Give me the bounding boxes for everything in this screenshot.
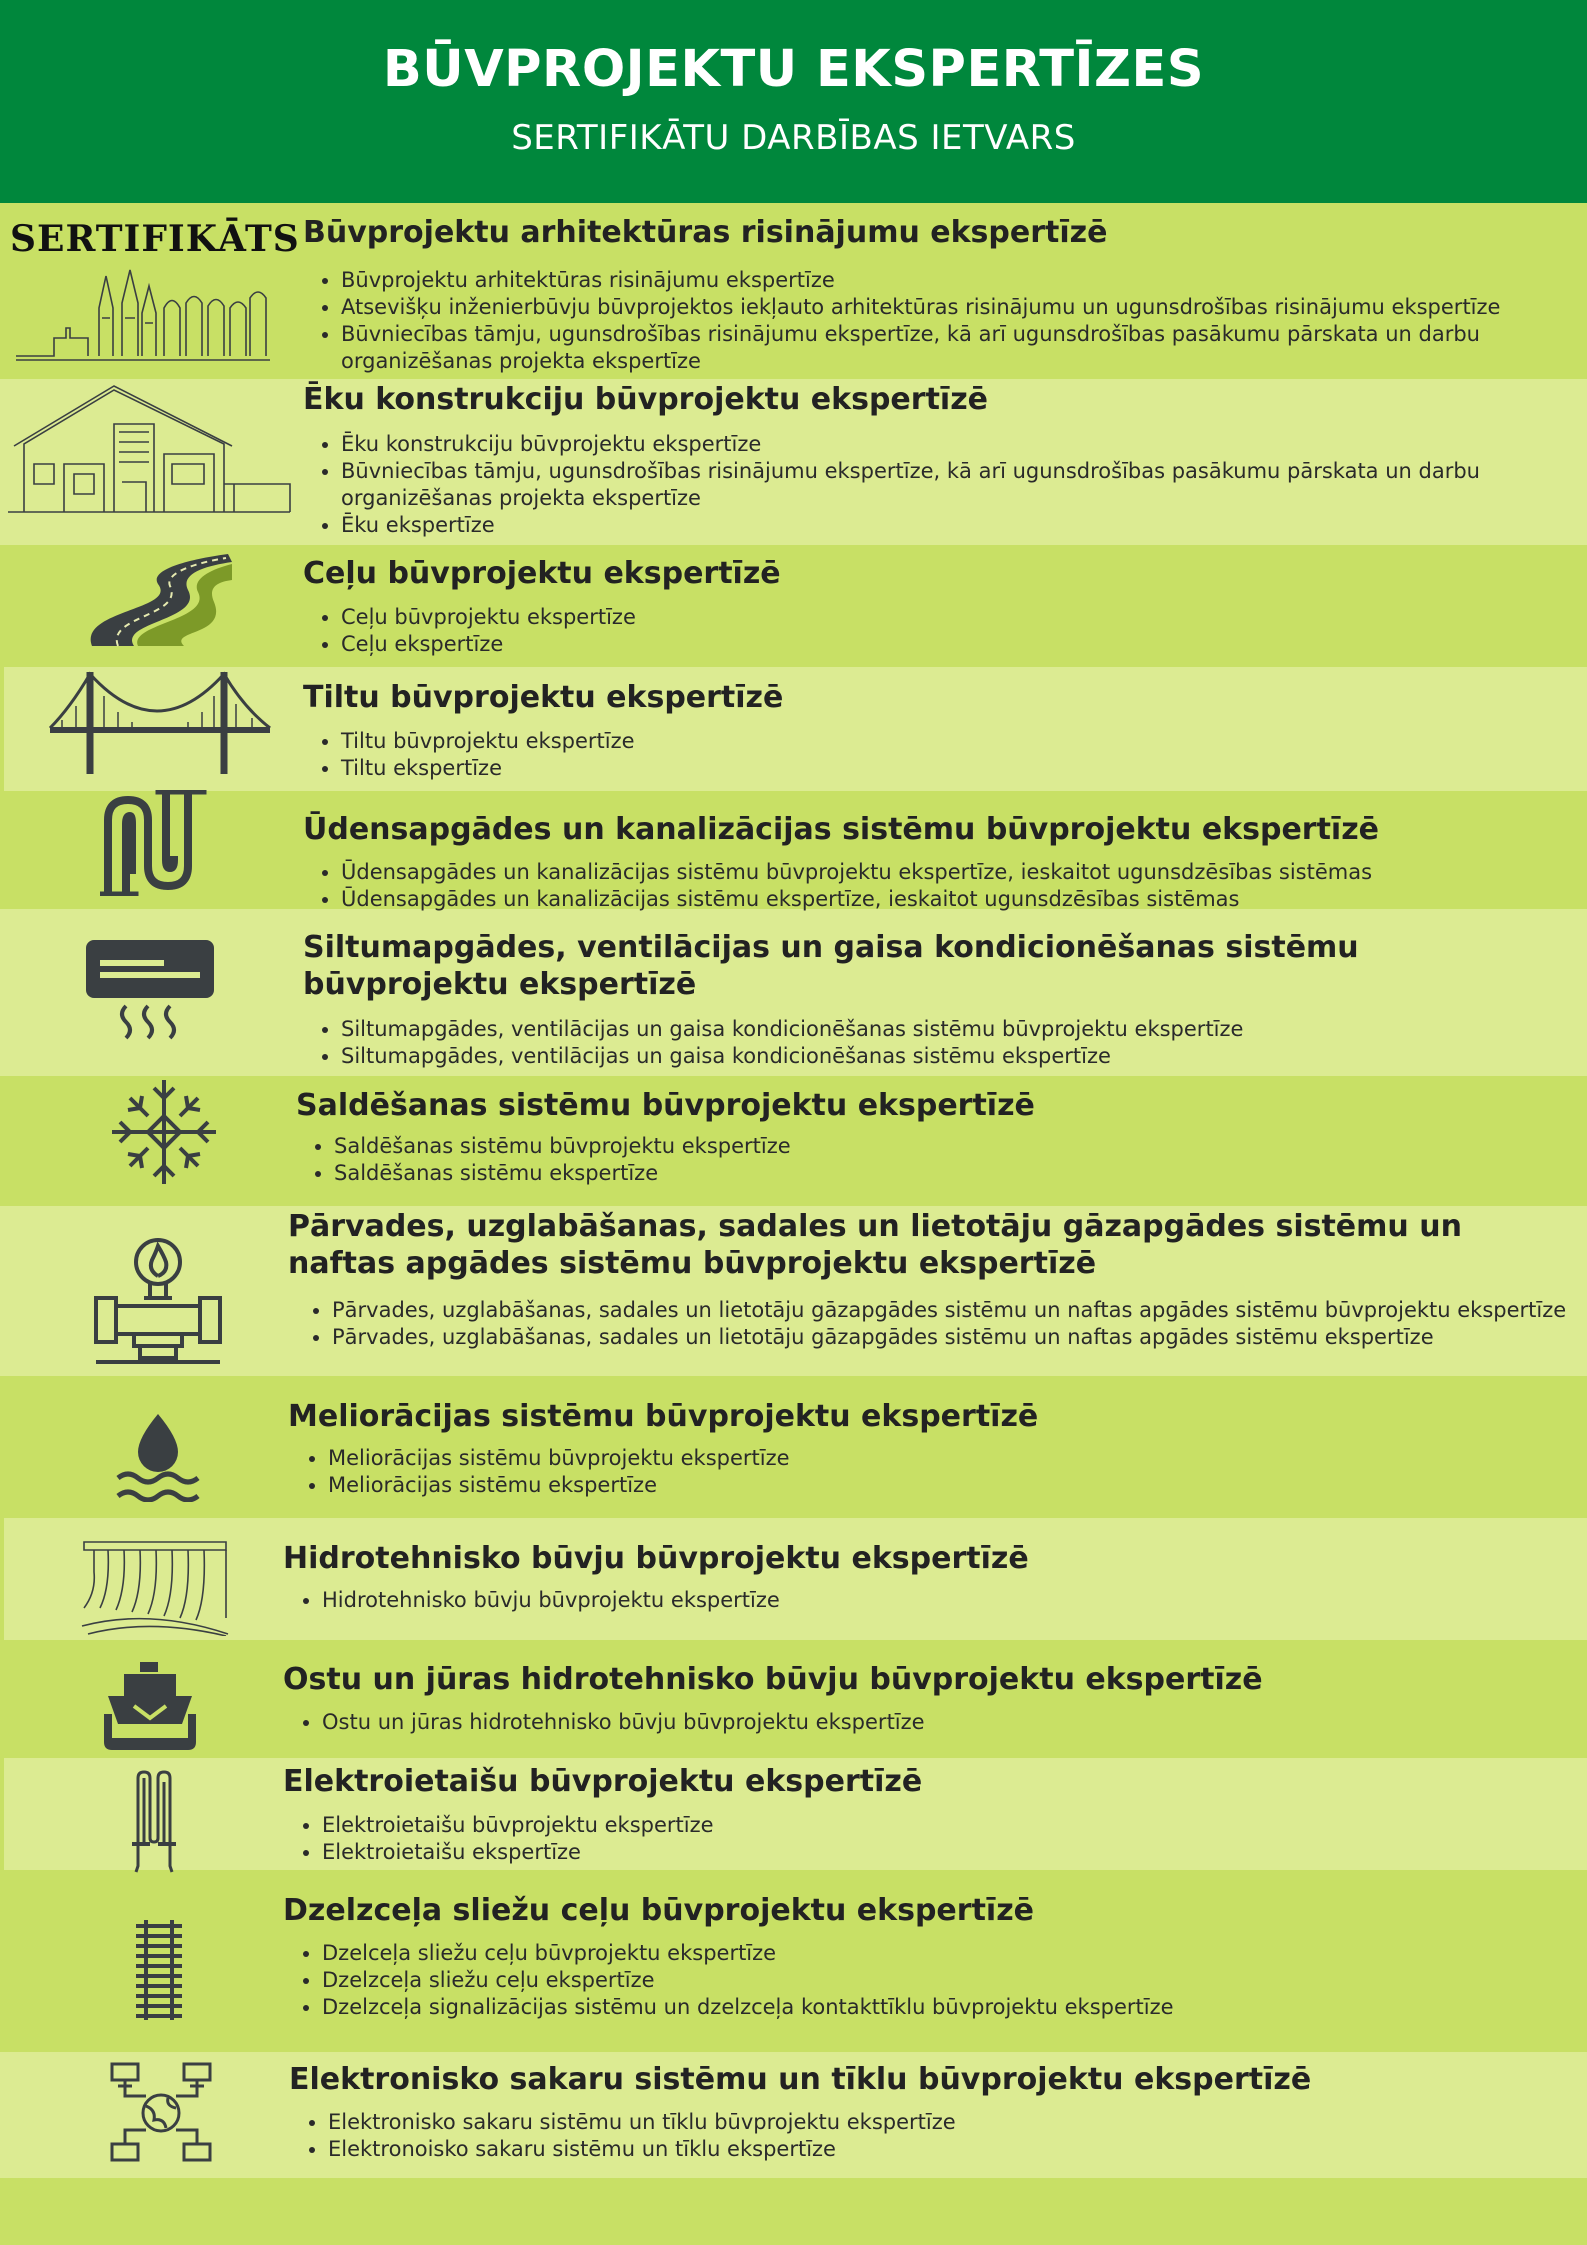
list-item: • Hidrotehnisko būvju būvprojektu ekspertīze: [322, 1587, 1572, 1614]
section-list: [284, 1587, 1572, 1614]
ship-icon: [104, 1662, 196, 1752]
list-item: • Elektroietaišu būvprojektu ekspertīze: [322, 1812, 1572, 1839]
list-item: • Saldēšanas sistēmu ekspertīze: [334, 1160, 1584, 1187]
section-list: [303, 728, 1587, 782]
section-title: Būvprojektu arhitektūras risinājumu ekspertīzē: [303, 215, 1108, 250]
list-item: • Tiltu būvprojektu ekspertīze: [341, 728, 1587, 755]
section-list: [303, 604, 1587, 658]
section-title: Elektroietaišu būvprojektu ekspertīzē: [283, 1764, 923, 1799]
section-list: [303, 267, 1587, 375]
page-title: BŪVPROJEKTU EKSPERTĪZES: [382, 40, 1205, 99]
list-item: • Ceļu būvprojektu ekspertīze: [341, 604, 1587, 631]
section-title: Elektronisko sakaru sistēmu un tīklu būvprojektu ekspertīzē: [289, 2062, 1312, 2097]
list-item: • Būvniecības tāmju, ugunsdrošības risinājumu ekspertīze, kā arī ugunsdrošības pasākumu pārskata un darbu organizēšanas projekta ekspertīze: [341, 458, 1587, 512]
dam-icon: [80, 1538, 230, 1636]
heating-element-icon: [128, 1768, 180, 1874]
list-item: • Ēku ekspertīze: [341, 512, 1587, 539]
list-item: • Pārvades, uzglabāšanas, sadales un lietotāju gāzapgādes sistēmu un naftas apgādes sistēmu būvprojektu ekspertīze: [332, 1297, 1587, 1324]
section-title: Tiltu būvprojektu ekspertīzē: [303, 680, 784, 715]
city-skyline-icon: [14, 268, 272, 368]
building-sketch-icon: [4, 384, 294, 516]
list-item: • Tiltu ekspertīze: [341, 755, 1587, 782]
section-list: [284, 1709, 1572, 1736]
list-item: • Elektronisko sakaru sistēmu un tīklu būvprojektu ekspertīze: [328, 2109, 1578, 2136]
section-title: Saldēšanas sistēmu būvprojektu ekspertīzē: [296, 1088, 1035, 1123]
list-item: • Dzelzceļa signalizācijas sistēmu un dzelzceļa kontakttīklu būvprojektu ekspertīze: [322, 1994, 1572, 2021]
list-item: • Ūdensapgādes un kanalizācijas sistēmu ekspertīze, ieskaitot ugunsdzēsības sistēmas: [341, 886, 1587, 913]
list-item: • Dzelzceļa sliežu ceļu ekspertīze: [322, 1967, 1572, 1994]
bridge-icon: [48, 668, 272, 774]
section-title: Ostu un jūras hidrotehnisko būvju būvprojektu ekspertīzē: [283, 1662, 1263, 1697]
list-item: • Ceļu ekspertīze: [341, 631, 1587, 658]
section-list: [284, 1940, 1572, 2021]
air-conditioner-icon: [86, 940, 214, 1040]
section-list: [290, 2109, 1578, 2163]
section-title: Ūdensapgādes un kanalizācijas sistēmu būvprojektu ekspertīzē: [303, 812, 1380, 847]
section-title: Siltumapgādes, ventilācijas un gaisa kondicionēšanas sistēmu būvprojektu ekspertīzē: [303, 930, 1359, 1002]
section-band: [0, 1640, 1587, 1758]
list-item: • Meliorācijas sistēmu būvprojektu ekspertīze: [328, 1445, 1578, 1472]
list-item: • Siltumapgādes, ventilācijas un gaisa kondicionēšanas sistēmu ekspertīze: [341, 1043, 1587, 1070]
section-title: Meliorācijas sistēmu būvprojektu ekspertīzē: [288, 1399, 1039, 1434]
section-band: [4, 1518, 1587, 1640]
section-title: Dzelzceļa sliežu ceļu būvprojektu ekspertīzē: [283, 1893, 1034, 1928]
section-list: [296, 1133, 1584, 1187]
list-item: • Saldēšanas sistēmu būvprojektu ekspertīze: [334, 1133, 1584, 1160]
list-item: • Būvniecības tāmju, ugunsdrošības risinājumu ekspertīze, kā arī ugunsdrošības pasākumu pārskata un darbu organizēšanas projekta ekspertīze: [341, 321, 1587, 375]
snowflake-icon: [110, 1078, 218, 1186]
section-list: [303, 431, 1587, 539]
network-icon: [110, 2062, 212, 2164]
list-item: • Ostu un jūras hidrotehnisko būvju būvprojektu ekspertīze: [322, 1709, 1572, 1736]
railway-track-icon: [134, 1920, 184, 2020]
section-list: [303, 1016, 1587, 1070]
list-item: • Atsevišķu inženierbūvju būvprojektos iekļauto arhitektūras risinājumu un ugunsdrošības risinājumu ekspertīze: [341, 294, 1587, 321]
road-icon: [88, 550, 232, 648]
water-drop-icon: [116, 1412, 200, 1502]
section-list: [290, 1445, 1578, 1499]
gas-pipeline-icon: [94, 1236, 222, 1366]
page-header: [0, 0, 1587, 203]
list-item: • Pārvades, uzglabāšanas, sadales un lietotāju gāzapgādes sistēmu un naftas apgādes sistēmu ekspertīze: [332, 1324, 1587, 1351]
list-item: • Ūdensapgādes un kanalizācijas sistēmu būvprojektu ekspertīze, ieskaitot ugunsdzēsības sistēmas: [341, 859, 1587, 886]
list-item: • Siltumapgādes, ventilācijas un gaisa kondicionēšanas sistēmu būvprojektu ekspertīze: [341, 1016, 1587, 1043]
certificate-word: SERTIFIKĀTS: [10, 218, 300, 260]
pipes-icon: [100, 790, 208, 896]
list-item: • Meliorācijas sistēmu ekspertīze: [328, 1472, 1578, 1499]
section-title: Ēku konstrukciju būvprojektu ekspertīzē: [303, 382, 989, 417]
list-item: • Elektronoisko sakaru sistēmu un tīklu ekspertīze: [328, 2136, 1578, 2163]
section-title: Ceļu būvprojektu ekspertīzē: [303, 556, 781, 591]
list-item: • Ēku konstrukciju būvprojektu ekspertīze: [341, 431, 1587, 458]
section-title: Hidrotehnisko būvju būvprojektu ekspertīzē: [283, 1541, 1029, 1576]
list-item: • Dzelceļa sliežu ceļu būvprojektu ekspertīze: [322, 1940, 1572, 1967]
list-item: • Elektroietaišu ekspertīze: [322, 1839, 1572, 1866]
section-list: [284, 1812, 1572, 1866]
section-list: [303, 859, 1587, 913]
list-item: • Būvprojektu arhitektūras risinājumu ekspertīze: [341, 267, 1587, 294]
section-list: [294, 1297, 1587, 1351]
page-subtitle: SERTIFIKĀTU DARBĪBAS IETVARS: [511, 118, 1076, 158]
section-title: Pārvades, uzglabāšanas, sadales un lietotāju gāzapgādes sistēmu un naftas apgādes sistēmu būvprojektu ekspertīzē: [288, 1209, 1462, 1281]
